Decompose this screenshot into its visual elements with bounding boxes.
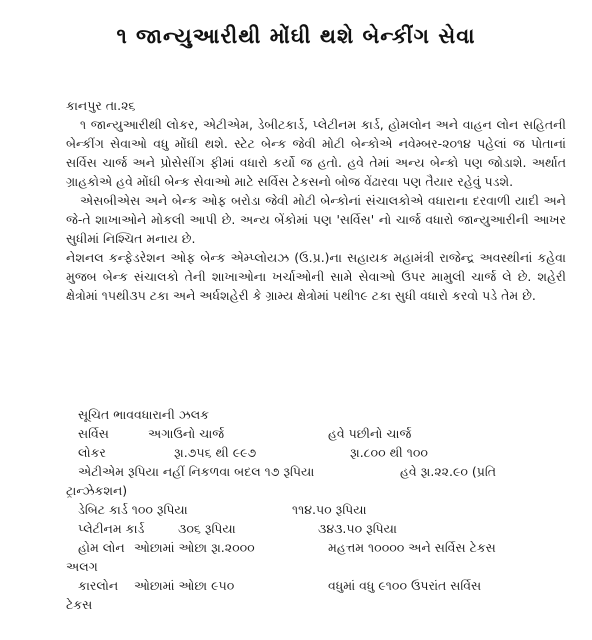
header-before: અગાઉનો ચાર્જ xyxy=(148,426,225,441)
table-title: સૂચિત ભાવવધારાની ઝલક xyxy=(78,407,209,422)
table-row-continued: અલગ xyxy=(66,559,98,574)
header-after: હવે પછીનો ચાર્જ xyxy=(328,426,412,441)
table-row: એટીએમ રૂપિયા નહીં નિકળવા બદલ ૧૭ રૂપિયા હવે રૂા.૨૨.૯૦ (પ્રતિ xyxy=(78,464,496,479)
headline: ૧ જાન્યુઆરીથી મોંઘી થશે બેન્કીંગ સેવા xyxy=(116,24,476,48)
header-service: સર્વિસ xyxy=(78,426,109,441)
paragraph-1: ૧ જાન્યુઆરીથી લોકર, એટીએમ, ડેબીટકાર્ડ, પ્લેટીનમ કાર્ડ, હોમલોન અને વાહન લોન સહિતની બેન્કીંગ સેવાઓ વધુ મોંઘી થશે. સ્ટેટ બેન્ક જેવી મોટી બેન્કોએ નવેમ્બર-૨૦૧૪ પહેલાં જ પોતાનાં સર્વિસ ચાર્જ અને પ્રોસેસીંગ ફીમાં વધારો કર્યો જ હતો. હવે તેમાં અન્ય બેન્કો પણ જોડાશે. અર્થાત ગ્રાહકોએ હવે મોંઘી બેન્ક સેવાઓ માટે સર્વિસ ટેકસનો બોજ વેંઢારવા પણ તૈયાર રહેવું પડશે. xyxy=(66,117,566,189)
table-row: ડેબિટ કાર્ડ ૧૦૦ રૂપિયા ૧૧૪.૫૦ રૂપિયા xyxy=(78,502,367,517)
paragraph-2: એસબીએસ અને બેન્ક ઓફ બરોડા જેવી મોટી બેન્કોનાં સંચાલકોએ વધારાના દરવાળી યાદી અને જે-તે શાખાઓને મોકલી આપી છે. અન્ય બેંકોમાં પણ 'સર્વિસ' નો ચાર્જ વધારો જાન્યુઆરીની આખર સુધીમાં નિશ્ચિત મનાય છે. xyxy=(66,193,566,246)
paragraph-3: નેશનલ કન્ફેડરેશન ઓફ બેન્ક એમ્પ્લોયઝ (ઉ.પ્ર.)ના સહાયક મહામંત્રી રાજેન્દ્ર અવસ્થીનાં કહેવા મુજબ બેન્ક સંચાલકો તેની શાખાઓના ખર્ચાઓની સામે સેવાઓ ઉપર મામુલી ચાર્જ લે છે. શહેરી ક્ષેત્રોમાં ૧૫થી૩૫ ટકા અને અર્ધશહેરી કે ગ્રામ્ય ક્ષેત્રોમાં ૫થી૧૯ ટકા સુધી વધારો કરવો પડે તેમ છે. xyxy=(66,250,566,303)
table-row-continued: ટેકસ xyxy=(66,597,93,612)
price-table xyxy=(66,405,566,614)
table-row: હોમ લોન ઓછામાં ઓછા રૂા.૨૦૦૦ મહત્તમ ૧૦૦૦૦ અને સર્વિસ ટેકસ xyxy=(78,540,496,555)
table-row: કારલોન ઓછામાં ઓછા ૯૫૦ વધુમાં વધુ ૯૧૦૦ ઉપરાંત સર્વિસ xyxy=(78,578,482,593)
table-row: લોકર રૂા.૭૫૬ થી ૯૯૭ રૂા.૮૦૦ થી ૧૦૦ xyxy=(78,445,428,460)
table-header xyxy=(66,424,566,443)
table-row-continued: ટ્રાન્ઝેકશન) xyxy=(66,483,128,498)
table-row: પ્લેટીનમ કાર્ડ ૩૦૬ રૂપિયા ૩૪૩.૫૦ રૂપિયા xyxy=(78,521,397,536)
dateline: કાનપુર તા.૨૬ xyxy=(66,98,136,113)
article-body xyxy=(66,96,566,305)
